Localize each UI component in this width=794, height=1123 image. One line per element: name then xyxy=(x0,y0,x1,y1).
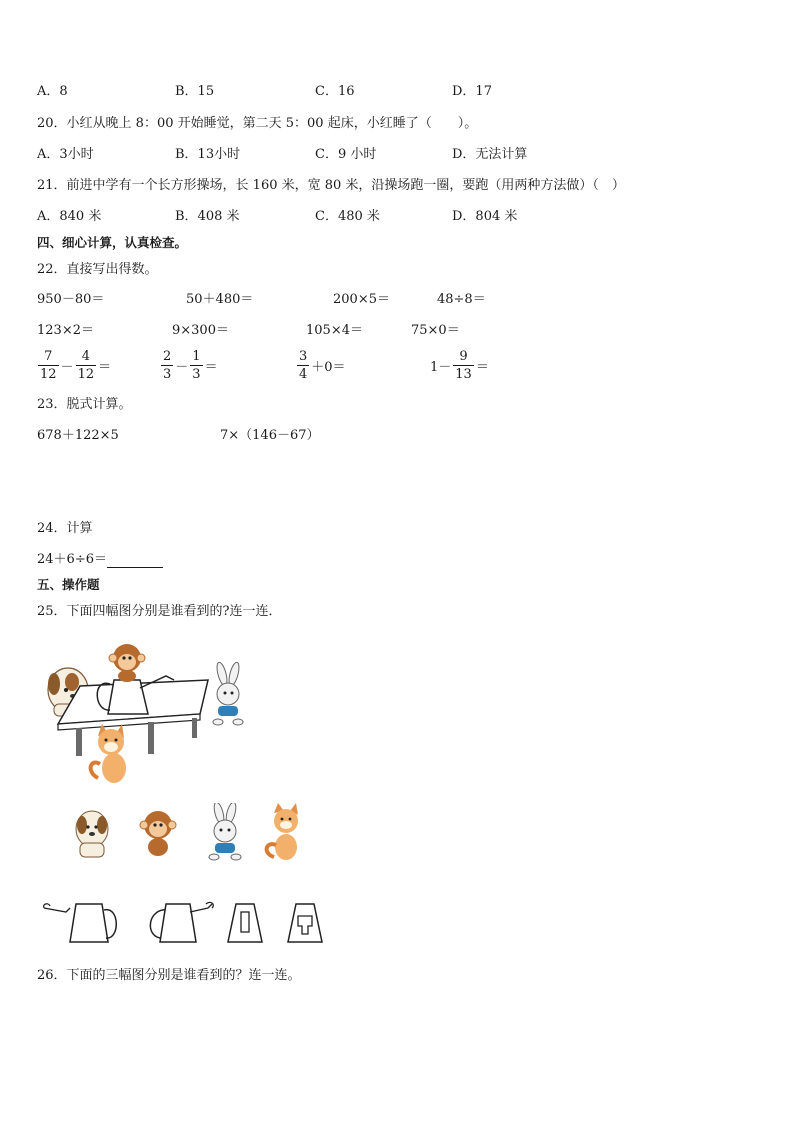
q20-question: 20．小红从晚上 8：00 开始睡觉，第二天 5：00 起床，小红睡了（ ）。 xyxy=(37,116,478,131)
q22-fraction-expr-1 xyxy=(37,349,112,382)
denominator: 13 xyxy=(455,367,472,382)
q19-option-a: A．8 xyxy=(37,84,68,99)
equals: ＝ xyxy=(204,360,218,375)
q21-option-d: D．804 米 xyxy=(452,209,518,224)
q22-r2c1: 123×2＝ xyxy=(37,323,94,338)
q20-option-b: B．13小时 xyxy=(175,147,241,162)
fraction xyxy=(76,349,97,382)
fraction xyxy=(161,349,173,382)
tail: ＋0＝ xyxy=(311,360,346,375)
kettle-view-front-icon xyxy=(228,904,262,942)
q19-option-b: B．15 xyxy=(175,84,215,99)
denominator: 3 xyxy=(163,367,172,382)
q22-title: 22．直接写出得数。 xyxy=(37,262,158,277)
operator: － xyxy=(60,360,74,375)
q22-r1c3: 200×5＝ xyxy=(333,292,390,307)
denominator: 3 xyxy=(192,367,201,382)
numerator: 9 xyxy=(459,349,468,364)
q21-option-b: B．408 米 xyxy=(175,209,240,224)
q22-r1c4: 48÷8＝ xyxy=(437,292,486,307)
fraction xyxy=(38,349,59,382)
q22-r2c3: 105×4＝ xyxy=(306,323,363,338)
equals: ＝ xyxy=(98,360,112,375)
q22-fraction-expr-3 xyxy=(296,349,347,382)
kettle-view-handle-left-icon xyxy=(150,902,213,942)
q22-r1c1: 950－80＝ xyxy=(37,292,105,307)
numerator: 3 xyxy=(299,349,308,364)
numerator: 1 xyxy=(192,349,201,364)
section-5-heading: 五、操作题 xyxy=(37,577,100,592)
q24-expr xyxy=(37,552,163,568)
q21-question: 21．前进中学有一个长方形操场，长 160 米，宽 80 米，沿操场跑一圈，要跑（用两种方法做）（ ） xyxy=(37,178,625,193)
section-4-heading: 四、细心计算，认真检查。 xyxy=(37,235,188,250)
q20-option-d: D．无法计算 xyxy=(452,147,528,162)
numerator: 7 xyxy=(44,349,53,364)
q24-title: 24．计算 xyxy=(37,521,93,536)
rabbit-icon xyxy=(209,803,241,860)
monkey-icon xyxy=(140,811,176,856)
q20-option-c: C．9 小时 xyxy=(315,147,377,162)
equals: ＝ xyxy=(475,360,489,375)
fraction xyxy=(190,349,202,382)
numerator: 4 xyxy=(81,349,90,364)
q24-expr-text: 24＋6÷6＝ xyxy=(37,552,107,567)
q22-fraction-expr-2 xyxy=(160,349,219,382)
denominator: 4 xyxy=(299,367,308,382)
q21-option-a: A．840 米 xyxy=(37,209,102,224)
table-scene-illustration xyxy=(40,638,255,788)
q22-r2c4: 75×0＝ xyxy=(411,323,460,338)
dog-icon xyxy=(76,811,108,857)
q25-title: 25．下面四幅图分别是谁看到的?连一连． xyxy=(37,604,282,619)
kettle-view-back-icon xyxy=(288,904,322,942)
denominator: 12 xyxy=(77,367,95,382)
rabbit-icon xyxy=(213,661,243,725)
q23-title: 23．脱式计算。 xyxy=(37,397,132,412)
q23-expr-2: 7×（146－67） xyxy=(220,428,320,443)
fraction xyxy=(453,349,474,382)
cat-icon xyxy=(267,803,298,860)
kettle-views-row xyxy=(40,898,340,948)
head: 1－ xyxy=(430,360,452,375)
numerator: 2 xyxy=(163,349,172,364)
q22-r2c2: 9×300＝ xyxy=(172,323,229,338)
fraction xyxy=(297,349,309,382)
q21-option-c: C．480 米 xyxy=(315,209,380,224)
denominator: 12 xyxy=(40,367,57,382)
q22-fraction-expr-4 xyxy=(429,349,490,382)
operator: － xyxy=(175,360,189,375)
q19-option-c: C．16 xyxy=(315,84,355,99)
monkey-icon xyxy=(109,644,145,682)
q22-r1c2: 50＋480＝ xyxy=(186,292,254,307)
q19-option-d: D．17 xyxy=(452,84,492,99)
q20-option-a: A．3小时 xyxy=(37,147,94,162)
answer-blank[interactable] xyxy=(107,553,163,568)
animals-row xyxy=(70,803,305,863)
kettle-view-handle-right-icon xyxy=(44,904,117,942)
q26-title: 26．下面的三幅图分别是谁看到的？连一连。 xyxy=(37,968,301,983)
cat-icon xyxy=(91,724,126,783)
q23-expr-1: 678＋122×5 xyxy=(37,428,119,443)
